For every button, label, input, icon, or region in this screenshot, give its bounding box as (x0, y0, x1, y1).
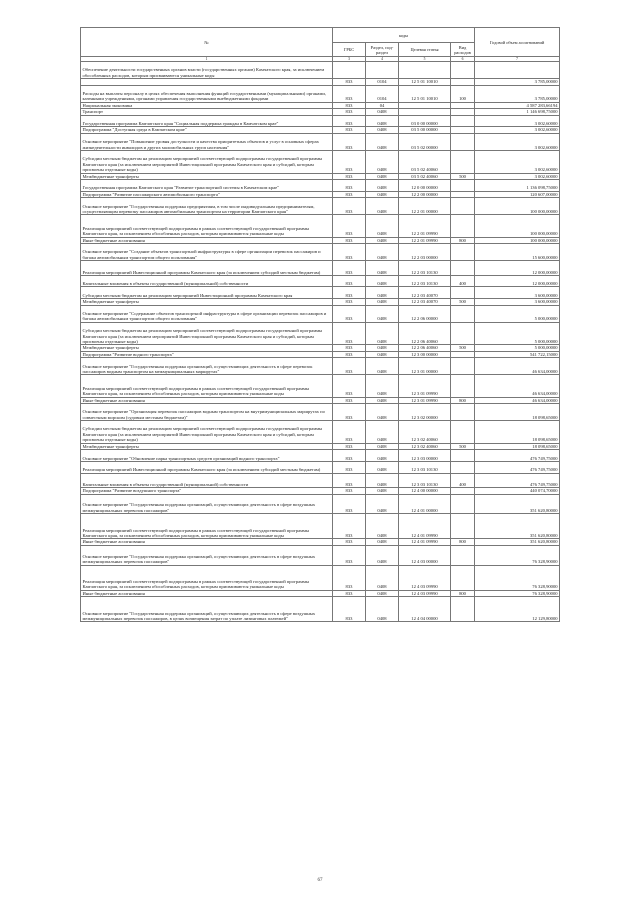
cell-section: 0408 (366, 322, 399, 345)
cell-grbs: 833 (333, 450, 366, 462)
cell-kind (451, 115, 475, 127)
cell-target: 12 3 02 00000 (399, 403, 451, 420)
cell-target: 12 3 01 00000 (399, 358, 451, 375)
cell-name: Реализация мероприятий соответствующей подпрограммы в рамках соответствующей государственной программы Камчатского края, за исключением обособленных расходов, которым присваиваются уникальные коды (81, 565, 333, 590)
cell-amount: 100 000,00000 (475, 198, 560, 215)
cell-amount: 12 000,00000 (475, 261, 560, 276)
header-grbs: ГРБС (333, 43, 366, 57)
cell-section: 0104 (366, 79, 399, 85)
cell-name: Основное мероприятие "Содержание объектов транспортной инфраструктуры в сфере организации перевозок пассажиров и багажа автомобильным транспортом общего пользования" (81, 305, 333, 322)
cell-name: Основное мероприятие "Организация перевозок пассажиров водным транспортом на внутримуниципальных маршрутах по совместным морским (судовым местным бюджетам)" (81, 403, 333, 420)
cell-grbs: 833 (333, 287, 366, 299)
cell-kind (451, 261, 475, 276)
cell-grbs: 833 (333, 102, 366, 108)
table-row (81, 287, 560, 299)
cell-section: 0408 (366, 275, 399, 286)
cell-amount: 1 146 698,75000 (475, 109, 560, 115)
cell-name: Реализация мероприятий соответствующей подпрограммы в рамках соответствующей государственной программы Камчатского края, за исключением обособленных расходов, которым присваиваются уникальные коды (81, 215, 333, 237)
table-row (81, 150, 560, 173)
cell-name: Расходы на выплаты персоналу в целях обеспечения выполнения функций государственными (муниципальными) органами, казенными учреждениями, органами управления государственными внебюджетными фондами (81, 85, 333, 102)
cell-name: Субсидии местным бюджетам на реализацию мероприятий соответствующей подпрограммы государственной программы Камчатского края (за исключением мероприятий Инвестиционной программы Камчатского края и субсидий, которым присвоены отдельные коды) (81, 150, 333, 173)
cell-section: 0408 (366, 375, 399, 397)
header-kind: Вид расходов (451, 43, 475, 57)
cell-target: 12 2 01 09990 (399, 237, 451, 243)
cell-target: 03 0 00 00000 (399, 115, 451, 127)
page-number: 67 (317, 878, 323, 883)
cell-kind (451, 494, 475, 514)
cell-name: Реализация мероприятий Инвестиционной программы Камчатского края (за исключением субсидий местным бюджетам) (81, 261, 333, 276)
cell-name: Межбюджетные трансферты (81, 345, 333, 351)
header-section: Раздел, под-раздел (366, 43, 399, 57)
budget-table (80, 27, 560, 622)
cell-kind: 400 (451, 473, 475, 487)
cell-name: Субсидии местным бюджетам на реализацию мероприятий соответствующей подпрограммы государственной программы Камчатского края (за исключением мероприятий Инвестиционной программы Камчатского края и субсидий, которым присвоены отдельные коды) (81, 322, 333, 345)
cell-target: 12 2 06 40060 (399, 322, 451, 345)
cell-name: Межбюджетные трансферты (81, 173, 333, 179)
cell-target: 12 3 03 10130 (399, 473, 451, 487)
cell-grbs: 833 (333, 397, 366, 403)
cell-grbs: 833 (333, 261, 366, 276)
cell-kind (451, 450, 475, 462)
cell-section: 0408 (366, 473, 399, 487)
cell-grbs: 833 (333, 243, 366, 260)
table-row (81, 514, 560, 539)
cell-kind (451, 133, 475, 150)
cell-grbs: 833 (333, 545, 366, 565)
cell-section: 0408 (366, 403, 399, 420)
cell-grbs: 833 (333, 358, 366, 375)
col-number: 5 (399, 57, 451, 62)
cell-target: 03 5 02 40060 (399, 150, 451, 173)
cell-target (399, 62, 451, 79)
cell-amount: 18 098,65000 (475, 421, 560, 444)
cell-grbs: 833 (333, 597, 366, 622)
cell-section: 0408 (366, 237, 399, 243)
cell-section: 04 (366, 102, 399, 108)
col-number: 6 (451, 57, 475, 62)
cell-name: Основное мероприятие "Государственная поддержка организаций, осуществляющих деятельность в сфере перевозок пассажиров водным транспортом на межмуниципальных маршрутах" (81, 358, 333, 375)
cell-name: Иные бюджетные ассигнования (81, 397, 333, 403)
cell-grbs: 833 (333, 215, 366, 237)
cell-target: 03 5 00 00000 (399, 127, 451, 133)
cell-kind: 800 (451, 539, 475, 545)
cell-kind (451, 461, 475, 473)
cell-amount: 100 000,00000 (475, 237, 560, 243)
cell-target: 12 2 06 40060 (399, 345, 451, 351)
cell-grbs: 833 (333, 150, 366, 173)
cell-name: Основное мероприятие "Государственная поддержка организаций, осуществляющих деятельность в сфере воздушных межмуниципальных перевозок пассажиров, в целях возмещения затрат по уплате лизинговых платежей" (81, 597, 333, 622)
table-row (81, 375, 560, 397)
cell-name: Межбюджетные трансферты (81, 299, 333, 305)
header-num: № (81, 28, 333, 57)
cell-name: Капитальные вложения в объекты государственной (муниципальной) собственности (81, 473, 333, 487)
cell-kind (451, 215, 475, 237)
cell-name: Реализация мероприятий Инвестиционной программы Камчатского края (за исключением субсидий местным бюджетам) (81, 461, 333, 473)
cell-target: 03 5 02 40060 (399, 173, 451, 179)
cell-section: 0408 (366, 565, 399, 590)
table-row (81, 215, 560, 237)
cell-grbs: 833 (333, 494, 366, 514)
cell-grbs: 833 (333, 115, 366, 127)
cell-target: 12 3 03 00000 (399, 450, 451, 462)
cell-amount: 12 129,80000 (475, 597, 560, 622)
cell-target: 12 4 01 09990 (399, 539, 451, 545)
cell-grbs: 833 (333, 173, 366, 179)
col-number: 4 (366, 57, 399, 62)
cell-amount: 18 098,65000 (475, 443, 560, 449)
cell-kind: 500 (451, 345, 475, 351)
cell-grbs: 833 (333, 345, 366, 351)
cell-name: Основное мероприятие "Повышение уровня доступности и качества приоритетных объектов и услуг в основных сферах жизнедеятельности инвалидов и других маломобильных групп населения" (81, 133, 333, 150)
cell-name: Транспорт (81, 109, 333, 115)
cell-amount: 3 600,00000 (475, 299, 560, 305)
cell-grbs: 833 (333, 443, 366, 449)
table-row (81, 133, 560, 150)
cell-grbs: 833 (333, 133, 366, 150)
cell-amount: 351 620,80000 (475, 514, 560, 539)
cell-target: 12 4 04 00000 (399, 597, 451, 622)
cell-kind: 800 (451, 590, 475, 596)
cell-amount: 100 000,00000 (475, 215, 560, 237)
cell-target: 12 5 01 10010 (399, 85, 451, 102)
cell-grbs: 833 (333, 109, 366, 115)
cell-kind (451, 305, 475, 322)
cell-target: 12 2 03 10130 (399, 275, 451, 286)
cell-section: 0408 (366, 545, 399, 565)
cell-kind (451, 514, 475, 539)
cell-grbs: 833 (333, 322, 366, 345)
cell-kind: 100 (451, 85, 475, 102)
cell-amount: 18 098,65000 (475, 403, 560, 420)
cell-name: Подпрограмма "Развитие пассажирского автомобильного транспорта" (81, 191, 333, 197)
cell-amount: 3 600,00000 (475, 287, 560, 299)
cell-target: 12 4 00 00000 (399, 488, 451, 494)
cell-name: Субсидии местным бюджетам на реализацию мероприятий Инвестиционной программы Камчатского края (81, 287, 333, 299)
cell-name: Основное мероприятие "Государственная поддержка организаций, осуществляющих деятельность в сфере воздушных межмуниципальных перевозок пассажиров" (81, 545, 333, 565)
cell-name: Субсидии местным бюджетам на реализацию мероприятий соответствующей подпрограммы государственной программы Камчатского края (за исключением мероприятий Инвестиционной программы Камчатского края и субсидий, которым присвоены отдельные коды) (81, 421, 333, 444)
cell-section: 0408 (366, 450, 399, 462)
cell-name: Основное мероприятие "Создание объектов транспортной инфраструктуры в сфере организации перевозок пассажиров и багажа автомобильным транспортом общего пользования" (81, 243, 333, 260)
cell-amount: 3 002,60000 (475, 133, 560, 150)
cell-section: 0408 (366, 179, 399, 191)
cell-section: 0104 (366, 85, 399, 102)
cell-target: 12 2 06 00000 (399, 305, 451, 322)
cell-name: Подпрограмма "Развитие воздушного транспорта" (81, 488, 333, 494)
cell-grbs: 833 (333, 305, 366, 322)
cell-amount: 1 136 098,75000 (475, 179, 560, 191)
table-row (81, 179, 560, 191)
cell-amount: 351 620,80000 (475, 539, 560, 545)
table-row (81, 275, 560, 286)
cell-name: Национальная экономика (81, 102, 333, 108)
header-target: Целевая статья (399, 43, 451, 57)
cell-amount: 3 002,60000 (475, 173, 560, 179)
table-row (81, 421, 560, 444)
cell-name: Основное мероприятие "Государственная поддержка организаций, осуществляющих деятельность в сфере воздушных межмуниципальных перевозок пассажиров" (81, 494, 333, 514)
cell-kind: 800 (451, 237, 475, 243)
cell-name: Реализация мероприятий соответствующей подпрограммы в рамках соответствующей государственной программы Камчатского края, за исключением обособленных расходов, которым присваиваются уникальные коды (81, 375, 333, 397)
cell-section: 0408 (366, 173, 399, 179)
cell-kind (451, 565, 475, 590)
cell-amount: 76 328,90000 (475, 545, 560, 565)
table-row (81, 243, 560, 260)
cell-section: 0408 (366, 421, 399, 444)
cell-amount: 15 600,00000 (475, 243, 560, 260)
cell-grbs: 833 (333, 421, 366, 444)
cell-name: Основное мероприятие "Обновление парка транспортных средств организаций водного транспорта" (81, 450, 333, 462)
cell-kind (451, 403, 475, 420)
cell-section: 0408 (366, 443, 399, 449)
cell-name: Обеспечение деятельности государственных органов власти (государственных органов) Камчатского края, за исключением обособленных расходов, которым присваиваются уникальные коды (81, 62, 333, 79)
cell-grbs: 833 (333, 403, 366, 420)
cell-grbs: 833 (333, 539, 366, 545)
cell-kind: 500 (451, 299, 475, 305)
table-row (81, 305, 560, 322)
cell-kind (451, 358, 475, 375)
cell-section: 0408 (366, 299, 399, 305)
cell-kind (451, 243, 475, 260)
cell-grbs: 833 (333, 85, 366, 102)
col-number: 7 (475, 57, 560, 62)
cell-section: 0408 (366, 215, 399, 237)
cell-kind (451, 421, 475, 444)
cell-target: 12 2 03 00000 (399, 243, 451, 260)
cell-amount: 12 000,00000 (475, 275, 560, 286)
cell-grbs: 833 (333, 565, 366, 590)
table-row (81, 322, 560, 345)
table-row (81, 450, 560, 462)
cell-target: 12 2 03 40070 (399, 287, 451, 299)
cell-amount: 76 328,90000 (475, 565, 560, 590)
table-row (81, 461, 560, 473)
cell-grbs: 833 (333, 79, 366, 85)
cell-grbs: 833 (333, 590, 366, 596)
cell-grbs: 833 (333, 179, 366, 191)
cell-section: 0408 (366, 358, 399, 375)
table-row (81, 494, 560, 514)
cell-name: Межбюджетные трансферты (81, 443, 333, 449)
cell-section: 0408 (366, 198, 399, 215)
cell-section: 0408 (366, 305, 399, 322)
cell-target: 12 3 02 40060 (399, 421, 451, 444)
cell-grbs (333, 62, 366, 79)
table-row (81, 261, 560, 276)
cell-kind: 800 (451, 397, 475, 403)
cell-amount: 5 000,00000 (475, 345, 560, 351)
cell-amount: 120 607,00000 (475, 191, 560, 197)
cell-section: 0408 (366, 597, 399, 622)
cell-amount: 476 749,75000 (475, 461, 560, 473)
cell-kind: 500 (451, 443, 475, 449)
cell-grbs: 833 (333, 461, 366, 473)
cell-section: 0408 (366, 351, 399, 357)
cell-amount: 476 749,75000 (475, 473, 560, 487)
cell-grbs: 833 (333, 191, 366, 197)
cell-amount: 46 634,00000 (475, 358, 560, 375)
cell-section: 0408 (366, 243, 399, 260)
budget-sheet (80, 27, 559, 622)
cell-target: 12 4 03 09990 (399, 565, 451, 590)
cell-kind (451, 198, 475, 215)
cell-target: 12 3 01 09990 (399, 397, 451, 403)
cell-grbs: 833 (333, 488, 366, 494)
cell-name: Подпрограмма "Доступная среда в Камчатском крае" (81, 127, 333, 133)
cell-amount: 3 002,60000 (475, 115, 560, 127)
cell-amount: 4 587 283,66194 (475, 102, 560, 108)
cell-target: 12 5 01 10010 (399, 79, 451, 85)
table-row (81, 198, 560, 215)
cell-amount: 440 074,70000 (475, 488, 560, 494)
cell-target: 12 0 00 00000 (399, 179, 451, 191)
cell-section: 0408 (366, 539, 399, 545)
cell-amount: 3 785,00000 (475, 85, 560, 102)
table-row (81, 545, 560, 565)
table-body (81, 62, 560, 622)
cell-grbs: 833 (333, 375, 366, 397)
cell-target: 12 4 01 00000 (399, 494, 451, 514)
cell-name: Реализация мероприятий соответствующей подпрограммы в рамках соответствующей государственной программы Камчатского края, за исключением обособленных расходов, которым присваиваются уникальные коды (81, 514, 333, 539)
cell-kind: 400 (451, 275, 475, 286)
table-row (81, 403, 560, 420)
cell-grbs: 833 (333, 275, 366, 286)
cell-target: 12 2 01 00000 (399, 198, 451, 215)
cell-section: 0408 (366, 133, 399, 150)
cell-section: 0408 (366, 397, 399, 403)
cell-name: Капитальные вложения в объекты государственной (муниципальной) собственности (81, 275, 333, 286)
cell-amount: 476 749,75000 (475, 450, 560, 462)
cell-amount: 3 002,60000 (475, 150, 560, 173)
cell-section: 0408 (366, 488, 399, 494)
cell-target: 12 3 02 40060 (399, 443, 451, 449)
cell-name: Иные бюджетные ассигнования (81, 539, 333, 545)
header-codes: коды (333, 28, 475, 43)
cell-section: 0408 (366, 191, 399, 197)
cell-amount: 46 634,00000 (475, 397, 560, 403)
col-number: 3 (333, 57, 366, 62)
cell-name: Иные бюджетные ассигнования (81, 590, 333, 596)
cell-name: Государственная программа Камчатского края "Развитие транспортной системы в Камчатском крае" (81, 179, 333, 191)
cell-amount: 76 328,90000 (475, 590, 560, 596)
cell-target: 12 2 00 00000 (399, 191, 451, 197)
cell-amount (475, 62, 560, 79)
cell-amount: 541 722,15000 (475, 351, 560, 357)
cell-grbs: 833 (333, 299, 366, 305)
cell-amount: 5 000,00000 (475, 305, 560, 322)
cell-grbs: 833 (333, 514, 366, 539)
cell-target: 12 4 03 00000 (399, 545, 451, 565)
cell-target: 12 4 01 09990 (399, 514, 451, 539)
cell-kind: 500 (451, 173, 475, 179)
cell-amount: 5 000,00000 (475, 322, 560, 345)
cell-section (366, 62, 399, 79)
cell-kind (451, 179, 475, 191)
cell-kind (451, 545, 475, 565)
cell-section: 0408 (366, 514, 399, 539)
cell-target: 12 3 03 10130 (399, 461, 451, 473)
cell-target: 12 2 03 10130 (399, 261, 451, 276)
cell-grbs: 833 (333, 198, 366, 215)
cell-amount: 46 634,00000 (475, 375, 560, 397)
cell-section: 0408 (366, 590, 399, 596)
cell-section: 0408 (366, 127, 399, 133)
cell-amount: 3 002,60000 (475, 127, 560, 133)
cell-grbs: 833 (333, 237, 366, 243)
cell-kind (451, 287, 475, 299)
cell-section: 0408 (366, 150, 399, 173)
cell-section: 0408 (366, 287, 399, 299)
cell-section: 0408 (366, 109, 399, 115)
table-row (81, 62, 560, 79)
cell-kind (451, 322, 475, 345)
cell-section: 0408 (366, 345, 399, 351)
cell-grbs: 833 (333, 351, 366, 357)
table-row (81, 358, 560, 375)
table-row (81, 565, 560, 590)
cell-target: 12 3 00 00000 (399, 351, 451, 357)
cell-name: Государственная программа Камчатского края "Социальная поддержка граждан в Камчатском крае" (81, 115, 333, 127)
cell-section: 0408 (366, 494, 399, 514)
cell-target: 12 3 01 09990 (399, 375, 451, 397)
cell-target: 12 2 01 09990 (399, 215, 451, 237)
cell-kind (451, 150, 475, 173)
table-row (81, 85, 560, 102)
cell-name: Иные бюджетные ассигнования (81, 237, 333, 243)
cell-target: 12 2 03 40070 (399, 299, 451, 305)
cell-section: 0408 (366, 261, 399, 276)
cell-grbs: 833 (333, 127, 366, 133)
cell-section: 0408 (366, 461, 399, 473)
table-row (81, 597, 560, 622)
cell-target: 03 5 02 00000 (399, 133, 451, 150)
header-amount: Годовой объем ассигнований (475, 28, 560, 57)
cell-name: Подпрограмма "Развитие водного транспорта" (81, 351, 333, 357)
cell-amount: 3 785,00000 (475, 79, 560, 85)
cell-grbs: 833 (333, 473, 366, 487)
cell-kind (451, 597, 475, 622)
cell-kind (451, 375, 475, 397)
cell-target: 12 4 03 09990 (399, 590, 451, 596)
col-number: 1 (81, 57, 333, 62)
cell-kind (451, 62, 475, 79)
cell-amount: 351 620,80000 (475, 494, 560, 514)
cell-section: 0408 (366, 115, 399, 127)
table-row (81, 473, 560, 487)
cell-name: Основное мероприятие "Государственная поддержка предприятиям, в том числе индивидуальным предпринимателям, осуществляющим перевозку пассажиров автомобильным транспортом на территории Камчатского края" (81, 198, 333, 215)
table-row (81, 115, 560, 127)
